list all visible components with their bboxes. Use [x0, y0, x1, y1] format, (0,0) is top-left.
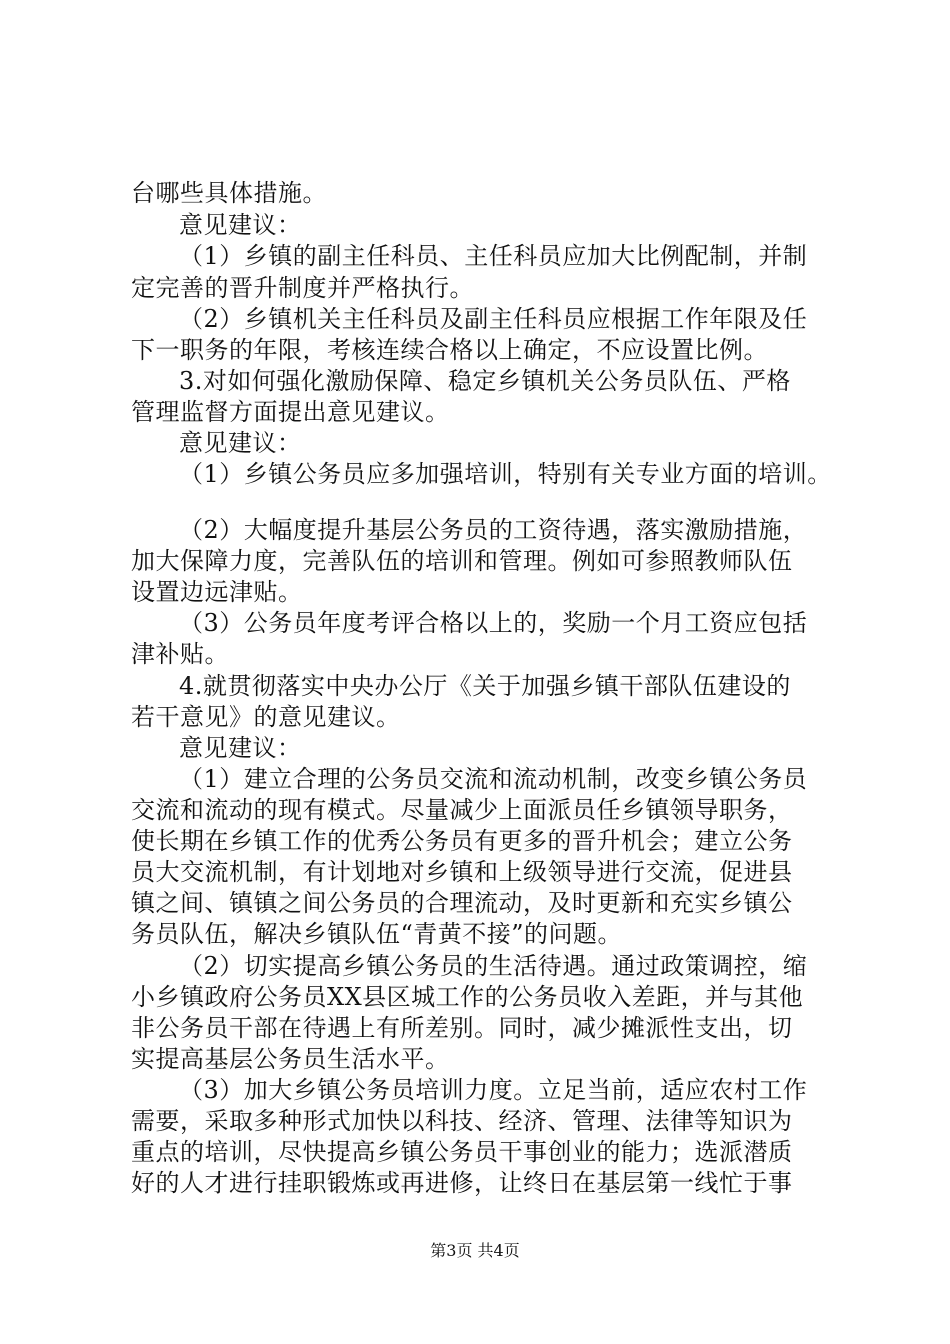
body-line: 务员队伍，解决乡镇队伍“青黄不接”的问题。 [131, 920, 623, 948]
body-line: 定完善的晋升制度并严格执行。 [131, 274, 474, 302]
body-line: 3.对如何强化激励保障、稳定乡镇机关公务员队伍、严格 [179, 367, 791, 395]
body-line: 下一职务的年限，考核连续合格以上确定，不应设置比例。 [131, 336, 768, 364]
body-line: 好的人才进行挂职锻炼或再进修，让终日在基层第一线忙于事 [131, 1169, 793, 1197]
body-line: （1）建立合理的公务员交流和流动机制，改变乡镇公务员 [179, 765, 808, 793]
body-line: 小乡镇政府公务员XX县区城工作的公务员收入差距，并与其他 [131, 983, 804, 1011]
body-line: 台哪些具体措施。 [131, 179, 327, 207]
body-line: 管理监督方面提出意见建议。 [131, 398, 450, 426]
page-number-footer: 第3页 共4页 [430, 1241, 520, 1260]
body-line: （3）公务员年度考评合格以上的，奖励一个月工资应包括 [179, 609, 808, 637]
body-line: 意见建议： [179, 429, 302, 457]
body-line: 重点的培训，尽快提高乡镇公务员干事创业的能力；选派潜质 [131, 1138, 793, 1166]
body-line: 设置边远津贴。 [131, 578, 303, 606]
body-line: 意见建议： [179, 734, 302, 762]
body-line: （1）乡镇的副主任科员、主任科员应加大比例配制，并制 [179, 242, 808, 270]
body-line: （2）大幅度提升基层公务员的工资待遇，落实激励措施， [179, 516, 808, 544]
body-line: （2）切实提高乡镇公务员的生活待遇。通过政策调控，缩 [179, 952, 808, 980]
body-line: 意见建议： [179, 211, 302, 239]
body-line: （1）乡镇公务员应多加强培训，特别有关专业方面的培训。 [179, 460, 832, 488]
body-line: 若干意见》的意见建议。 [131, 703, 401, 731]
body-line: （3）加大乡镇公务员培训力度。立足当前，适应农村工作 [179, 1076, 808, 1104]
body-line: 使长期在乡镇工作的优秀公务员有更多的晋升机会；建立公务 [131, 827, 793, 855]
body-line: 4.就贯彻落实中央办公厅《关于加强乡镇干部队伍建设的 [179, 672, 791, 700]
body-line: （2）乡镇机关主任科员及副主任科员应根据工作年限及任 [179, 305, 808, 333]
body-line: 津补贴。 [131, 640, 229, 668]
body-line: 非公务员干部在待遇上有所差别。同时，减少摊派性支出，切 [131, 1014, 793, 1042]
body-line: 交流和流动的现有模式。尽量减少上面派员任乡镇领导职务， [131, 796, 793, 824]
body-line: 需要，采取多种形式加快以科技、经济、管理、法律等知识为 [131, 1107, 793, 1135]
body-line: 加大保障力度，完善队伍的培训和管理。例如可参照教师队伍 [131, 547, 793, 575]
body-line: 镇之间、镇镇之间公务员的合理流动，及时更新和充实乡镇公 [131, 889, 793, 917]
body-line: 员大交流机制，有计划地对乡镇和上级领导进行交流，促进县 [131, 858, 793, 886]
body-line: 实提高基层公务员生活水平。 [131, 1045, 450, 1073]
